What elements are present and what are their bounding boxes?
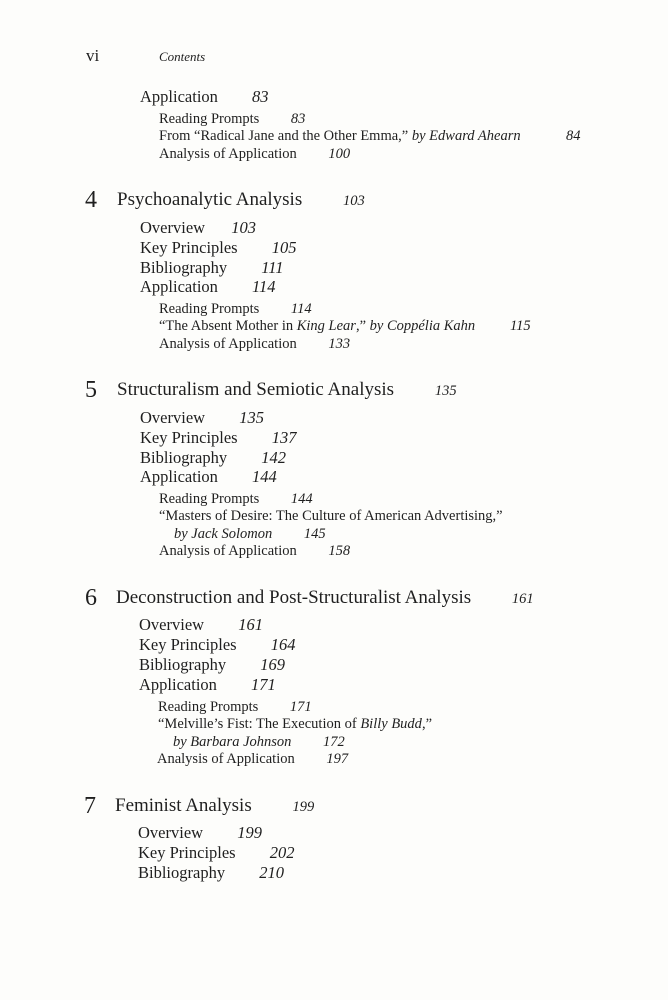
page-number: 137 bbox=[271, 428, 297, 447]
page-number: 197 bbox=[326, 751, 349, 767]
page-number: 105 bbox=[271, 238, 297, 257]
page-number: 172 bbox=[323, 734, 345, 750]
toc-entry-analysis[interactable] bbox=[157, 751, 348, 768]
entry-label: Key Principles bbox=[138, 843, 236, 862]
toc-entry-application[interactable] bbox=[140, 467, 277, 487]
entry-label: Overview bbox=[139, 615, 205, 634]
entry-label: Reading Prompts bbox=[159, 111, 260, 127]
toc-entry-reading-prompts[interactable] bbox=[159, 111, 305, 128]
toc-entry-bibliography[interactable] bbox=[140, 448, 286, 468]
page-number: 114 bbox=[290, 301, 312, 317]
chapter-title[interactable] bbox=[117, 379, 457, 401]
page-number: 111 bbox=[261, 258, 284, 277]
toc-entry-overview[interactable] bbox=[140, 408, 264, 428]
toc-entry-overview[interactable] bbox=[139, 615, 263, 635]
toc-entry-essay[interactable] bbox=[159, 508, 503, 525]
essay-title: From “Radical Jane and the Other Emma,” bbox=[159, 128, 409, 144]
entry-label: Bibliography bbox=[138, 863, 226, 882]
toc-entry-bibliography[interactable] bbox=[139, 655, 285, 675]
toc-entry-essay[interactable] bbox=[159, 318, 475, 335]
chapter-title-text: Psychoanalytic Analysis bbox=[117, 189, 303, 210]
essay-title: “Masters of Desire: The Culture of American Advertising,” bbox=[159, 508, 503, 524]
entry-label: Analysis of Application bbox=[157, 751, 295, 767]
entry-label: Application bbox=[140, 467, 218, 486]
page-number: 83 bbox=[252, 87, 269, 106]
toc-entry-essay-author[interactable] bbox=[173, 734, 345, 751]
essay-title-end: ,” bbox=[421, 716, 432, 732]
entry-label: Reading Prompts bbox=[159, 491, 260, 507]
entry-label: Analysis of Application bbox=[159, 336, 297, 352]
chapter-title[interactable] bbox=[115, 795, 314, 817]
page-number: 103 bbox=[342, 193, 365, 209]
toc-entry-bibliography[interactable] bbox=[138, 863, 284, 883]
entry-label: Overview bbox=[138, 823, 204, 842]
page-number: 158 bbox=[328, 543, 351, 559]
entry-label: Bibliography bbox=[140, 448, 228, 467]
entry-label: Reading Prompts bbox=[158, 699, 259, 715]
page-number: 135 bbox=[434, 383, 457, 399]
toc-entry-key-principles[interactable] bbox=[140, 238, 296, 258]
page-number: 171 bbox=[289, 699, 312, 715]
toc-entry-analysis[interactable] bbox=[159, 543, 350, 560]
page-number: 135 bbox=[239, 408, 264, 427]
toc-entry-essay[interactable] bbox=[159, 128, 521, 145]
toc-entry-application[interactable] bbox=[140, 87, 269, 107]
essay-author: by Edward Ahearn bbox=[411, 128, 521, 144]
page-number: 171 bbox=[251, 675, 276, 694]
essay-author: by Barbara Johnson bbox=[173, 734, 292, 750]
entry-label: Key Principles bbox=[139, 635, 237, 654]
entry-label: Bibliography bbox=[140, 258, 228, 277]
entry-label: Overview bbox=[140, 408, 206, 427]
page-number: 199 bbox=[237, 823, 262, 842]
entry-label: Key Principles bbox=[140, 428, 238, 447]
page-number: 144 bbox=[290, 491, 313, 507]
entry-label: Application bbox=[140, 87, 218, 106]
essay-title: “Melville’s Fist: The Execution of bbox=[158, 716, 361, 732]
chapter-title-text: Deconstruction and Post-Structuralist Analysis bbox=[116, 587, 472, 608]
page-number: 164 bbox=[270, 635, 296, 654]
essay-author: by Jack Solomon bbox=[174, 526, 273, 542]
chapter-number: 7 bbox=[84, 793, 96, 819]
essay-author: by Coppélia Kahn bbox=[369, 318, 476, 334]
toc-entry-essay[interactable] bbox=[158, 716, 432, 733]
page-number: 144 bbox=[252, 467, 277, 486]
toc-entry-application[interactable] bbox=[140, 277, 276, 297]
essay-title: “The Absent Mother in bbox=[159, 318, 297, 334]
entry-label: Key Principles bbox=[140, 238, 238, 257]
page-number: 202 bbox=[269, 843, 295, 862]
page-number: 142 bbox=[261, 448, 286, 467]
toc-entry-bibliography[interactable] bbox=[140, 258, 284, 278]
toc-entry-overview[interactable] bbox=[138, 823, 262, 843]
page-number: 169 bbox=[260, 655, 285, 674]
toc-entry-reading-prompts[interactable] bbox=[159, 301, 312, 318]
chapter-number: 6 bbox=[85, 585, 97, 611]
toc-entry-analysis[interactable] bbox=[159, 146, 350, 163]
chapter-title-text: Feminist Analysis bbox=[115, 795, 252, 816]
entry-label: Analysis of Application bbox=[159, 146, 297, 162]
toc-entry-reading-prompts[interactable] bbox=[158, 699, 312, 716]
page-number: 115 bbox=[510, 318, 531, 334]
page-number: 103 bbox=[231, 218, 256, 237]
essay-title-end: ,” bbox=[355, 318, 370, 334]
page-number: 199 bbox=[292, 799, 315, 815]
page-number: 161 bbox=[238, 615, 263, 634]
chapter-number: 4 bbox=[85, 187, 97, 213]
toc-entry-key-principles[interactable] bbox=[140, 428, 296, 448]
entry-label: Reading Prompts bbox=[159, 301, 260, 317]
chapter-title-text: Structuralism and Semiotic Analysis bbox=[117, 379, 395, 400]
toc-entry-key-principles[interactable] bbox=[138, 843, 294, 863]
entry-label: Bibliography bbox=[139, 655, 227, 674]
toc-entry-essay-author[interactable] bbox=[174, 526, 326, 543]
toc-entry-application[interactable] bbox=[139, 675, 276, 695]
toc-entry-overview[interactable] bbox=[140, 218, 256, 238]
page-number: 84 bbox=[566, 128, 581, 144]
entry-label: Overview bbox=[140, 218, 206, 237]
entry-label: Analysis of Application bbox=[159, 543, 297, 559]
page-number: 100 bbox=[328, 146, 351, 162]
page-number: 83 bbox=[290, 111, 306, 127]
page-number: 114 bbox=[252, 277, 276, 296]
chapter-number: 5 bbox=[85, 377, 97, 403]
essay-work-title: King Lear bbox=[296, 318, 356, 334]
page-number: 133 bbox=[328, 336, 351, 352]
chapter-title[interactable] bbox=[117, 189, 365, 211]
page-number: 161 bbox=[511, 591, 534, 607]
running-title: Contents bbox=[159, 49, 206, 64]
entry-label: Application bbox=[140, 277, 218, 296]
toc-entry-analysis[interactable] bbox=[159, 336, 350, 353]
toc-entry-key-principles[interactable] bbox=[139, 635, 295, 655]
essay-work-title: Billy Budd bbox=[360, 716, 422, 732]
page-number: 210 bbox=[259, 863, 284, 882]
page-number: 145 bbox=[303, 526, 326, 542]
chapter-title[interactable] bbox=[116, 587, 534, 609]
page-folio: vi bbox=[86, 46, 100, 65]
entry-label: Application bbox=[139, 675, 217, 694]
toc-entry-reading-prompts[interactable] bbox=[159, 491, 313, 508]
